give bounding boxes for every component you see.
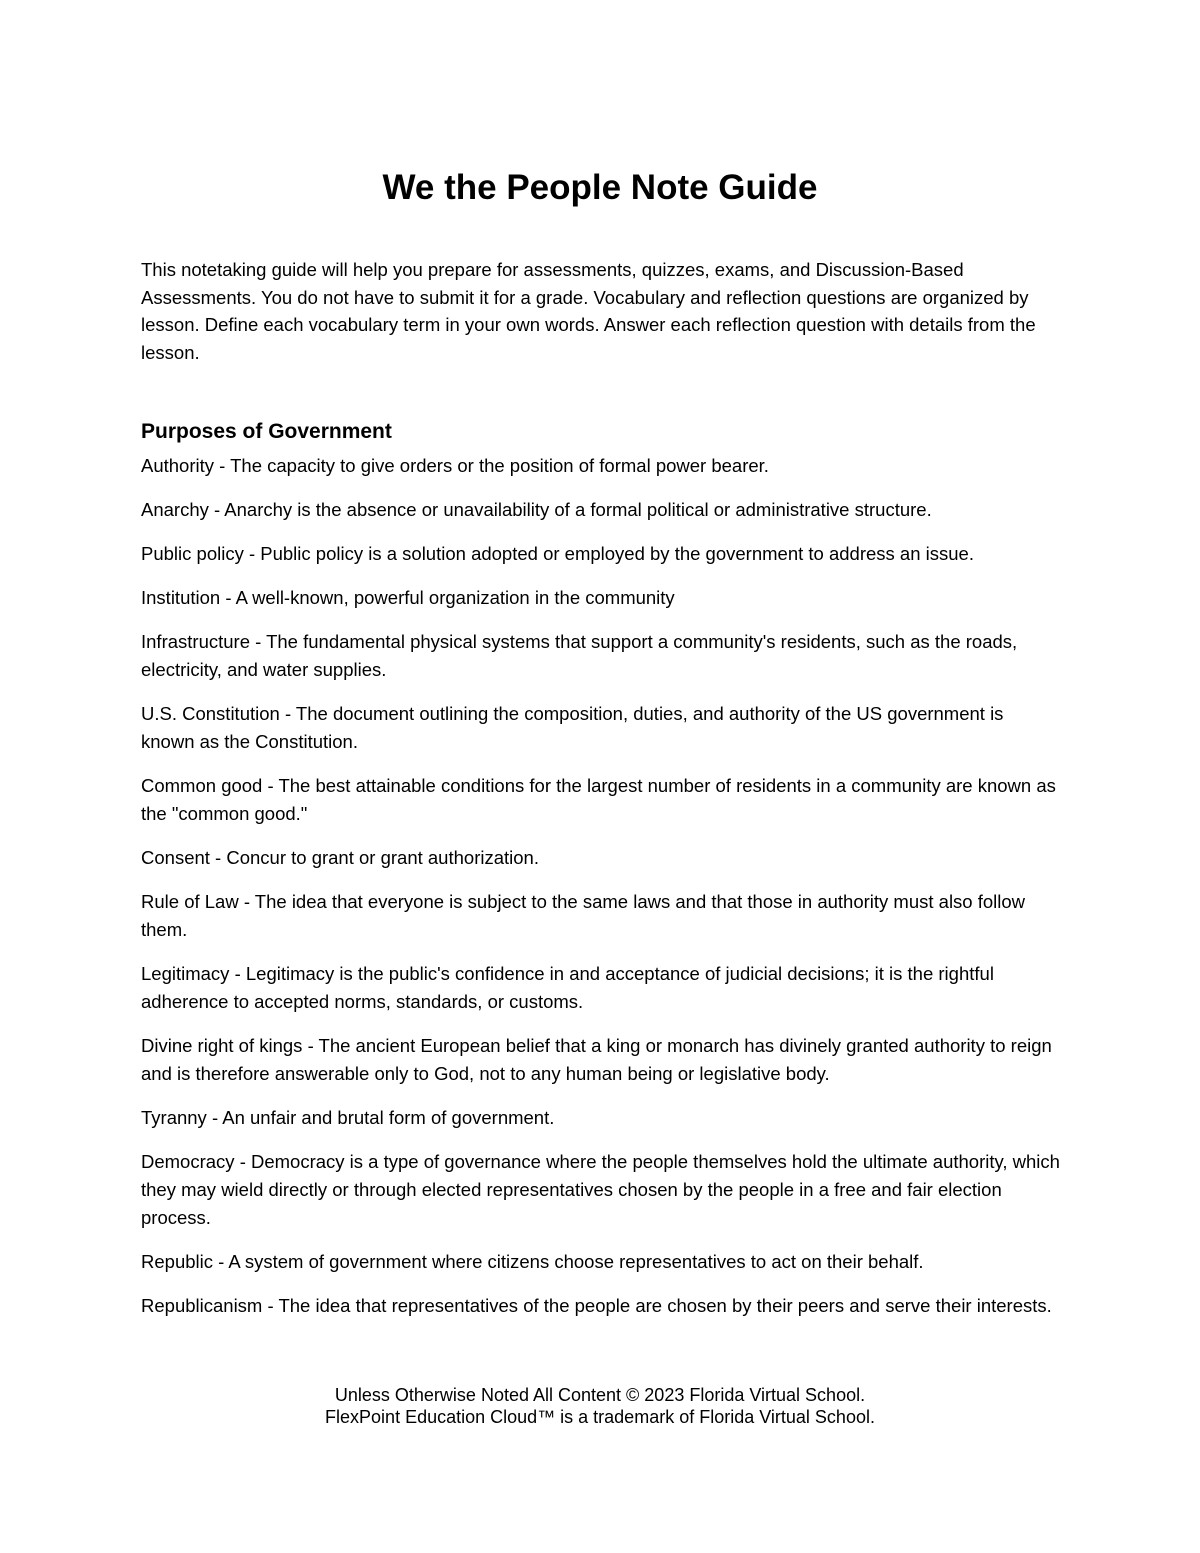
vocab-item-republicanism: Republicanism - The idea that representatives of the people are chosen by their peers and serve their interests. — [141, 1295, 1052, 1316]
vocab-item-tyranny: Tyranny - An unfair and brutal form of government. — [141, 1107, 555, 1128]
vocab-list — [141, 452, 1061, 1336]
vocab-item-democracy: Democracy - Democracy is a type of governance where the people themselves hold the ultimate authority, which they may wield directly or through elected representatives chosen by the people in a free and fair election process. — [141, 1151, 1060, 1228]
vocab-item-legitimacy: Legitimacy - Legitimacy is the public's confidence in and acceptance of judicial decisions; it is the rightful adherence to accepted norms, standards, or customs. — [141, 963, 994, 1012]
vocab-item-common-good: Common good - The best attainable conditions for the largest number of residents in a community are known as the "common good." — [141, 775, 1056, 824]
vocab-item-anarchy: Anarchy - Anarchy is the absence or unavailability of a formal political or administrative structure. — [141, 499, 932, 520]
page-title: We the People Note Guide — [382, 168, 818, 207]
vocab-item-infrastructure: Infrastructure - The fundamental physical systems that support a community's residents, such as the roads, electricity, and water supplies. — [141, 631, 1018, 680]
vocab-item-authority: Authority - The capacity to give orders or the position of formal power bearer. — [141, 455, 769, 476]
vocab-item-us-constitution: U.S. Constitution - The document outlining the composition, duties, and authority of the US government is known as the Constitution. — [141, 703, 1004, 752]
vocab-item-divine-right-of-kings: Divine right of kings - The ancient European belief that a king or monarch has divinely granted authority to reign and is therefore answerable only to God, not to any human being or legislative body. — [141, 1035, 1052, 1084]
page-footer — [0, 1384, 1200, 1428]
vocab-item-republic: Republic - A system of government where citizens choose representatives to act on their behalf. — [141, 1251, 924, 1272]
footer-trademark: FlexPoint Education Cloud™ is a trademark of Florida Virtual School. — [325, 1407, 875, 1427]
footer-copyright: Unless Otherwise Noted All Content © 2023 Florida Virtual School. — [334, 1385, 866, 1405]
vocab-item-public-policy: Public policy - Public policy is a solution adopted or employed by the government to address an issue. — [141, 543, 974, 564]
vocab-item-consent: Consent - Concur to grant or grant authorization. — [141, 847, 539, 868]
intro-paragraph: This notetaking guide will help you prepare for assessments, quizzes, exams, and Discussion-Based Assessments. You do not have to submit it for a grade. Vocabulary and reflection questions are organized by lesson. Define each vocabulary term in your own words. Answer each reflection question with details from the lesson. — [141, 259, 1036, 363]
vocab-item-rule-of-law: Rule of Law - The idea that everyone is subject to the same laws and that those in authority must also follow them. — [141, 891, 1026, 940]
section-heading: Purposes of Government — [141, 420, 392, 443]
vocab-item-institution: Institution - A well-known, powerful organization in the community — [141, 587, 675, 608]
